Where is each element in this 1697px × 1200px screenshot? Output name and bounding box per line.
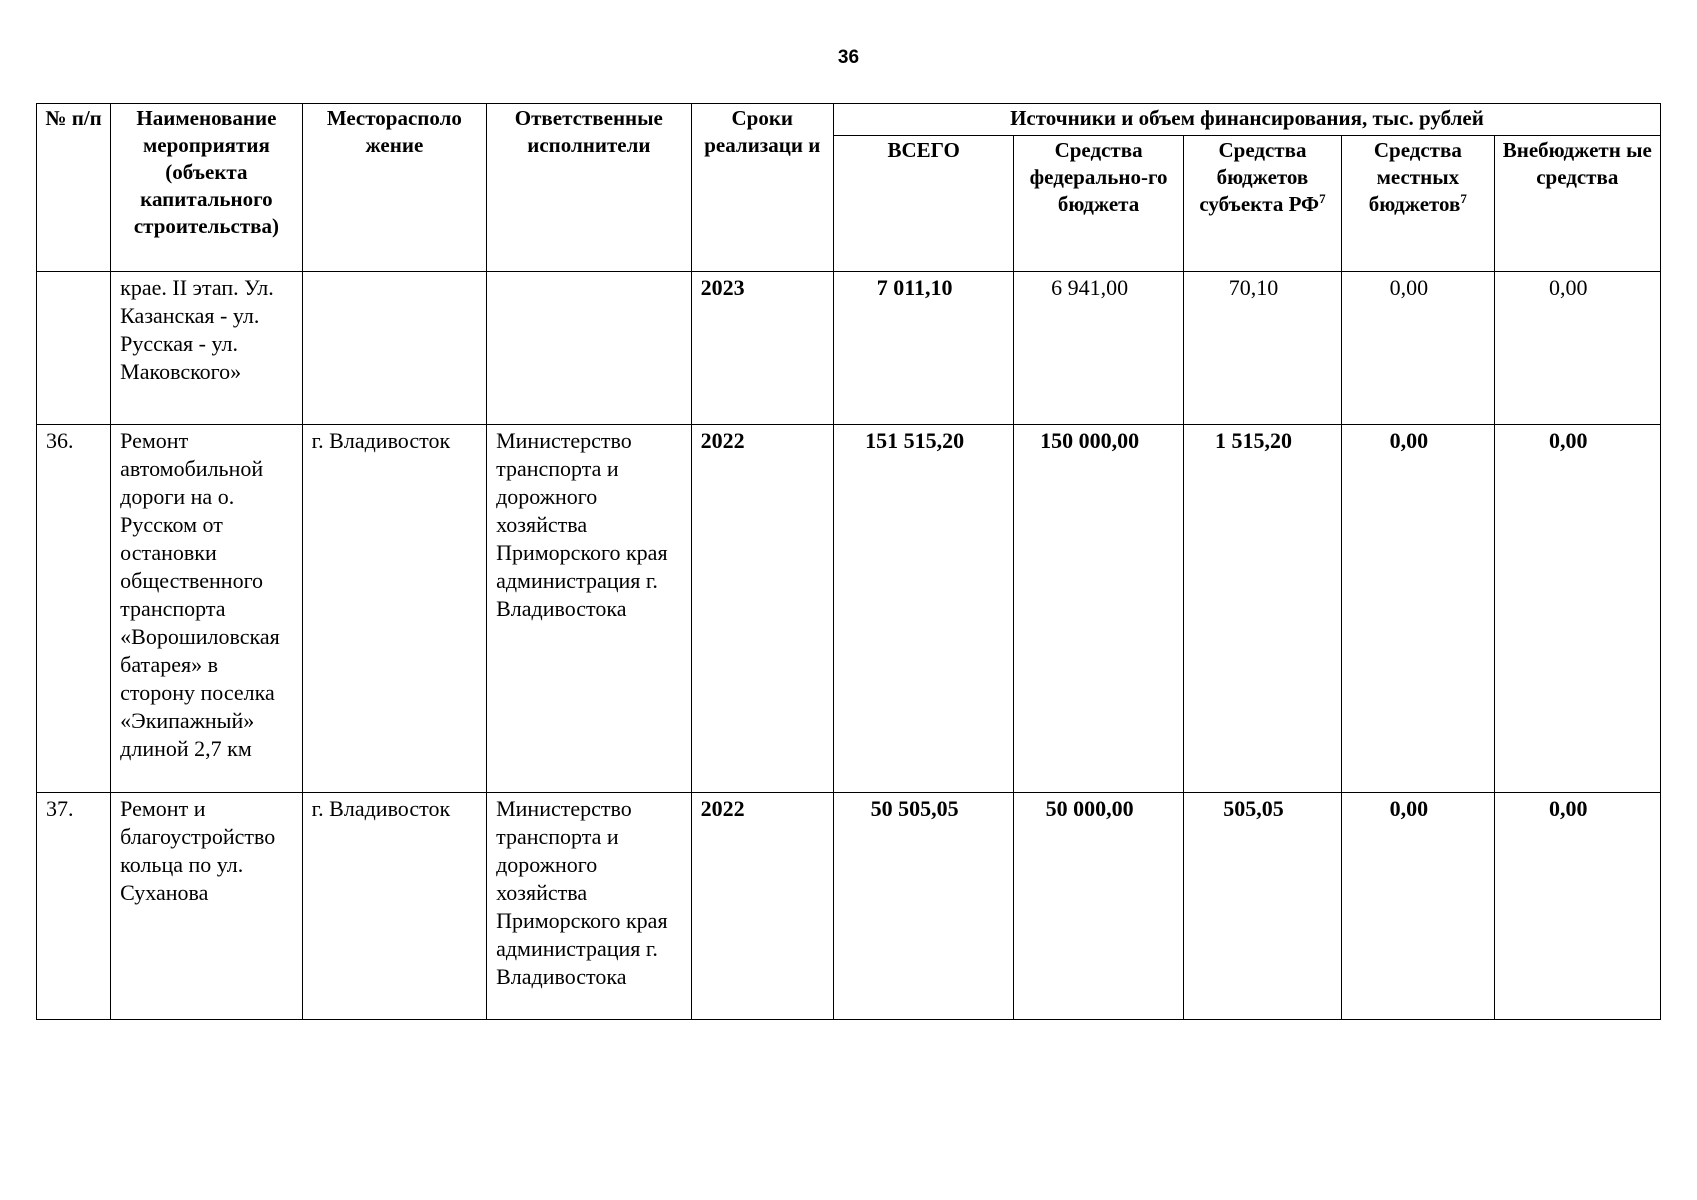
cell-location: [302, 272, 486, 425]
cell-local: 0,00: [1342, 425, 1494, 793]
cell-total: 151 515,20: [833, 425, 1013, 793]
cell-regional: 1 515,20: [1183, 425, 1341, 793]
cell-num: 37.: [37, 793, 111, 1020]
cell-federal: 6 941,00: [1014, 272, 1183, 425]
cell-extrabudget: 0,00: [1494, 272, 1660, 425]
header-total: ВСЕГО: [833, 136, 1013, 272]
header-regional-label: Средства бюджетов субъекта РФ: [1199, 138, 1320, 216]
cell-name: Ремонт и благоустройство кольца по ул. Суханова: [111, 793, 302, 1020]
page-number: 36: [837, 47, 860, 68]
header-regional-footnote: 7: [1319, 191, 1326, 206]
cell-total: 50 505,05: [833, 793, 1013, 1020]
cell-name: Ремонт автомобильной дороги на о. Русском от остановки общественного транспорта «Ворошиловская батарея» в сторону поселка «Экипажный» длиной 2,7 км: [111, 425, 302, 793]
cell-extrabudget: 0,00: [1494, 425, 1660, 793]
header-num: № п/п: [37, 104, 111, 272]
header-local: [1342, 136, 1494, 272]
cell-regional: 505,05: [1183, 793, 1341, 1020]
cell-location: г. Владивосток: [302, 793, 486, 1020]
cell-num: [37, 272, 111, 425]
cell-total: 7 011,10: [833, 272, 1013, 425]
cell-executors: Министерство транспорта и дорожного хозяйства Приморского края администрация г. Владивостока: [487, 793, 692, 1020]
table-header: [37, 104, 1661, 272]
table-row: [37, 425, 1661, 793]
table-row: [37, 272, 1661, 425]
header-regional: [1183, 136, 1341, 272]
cell-num: 36.: [37, 425, 111, 793]
cell-local: 0,00: [1342, 793, 1494, 1020]
header-name: Наименование мероприятия (объекта капитального строительства): [111, 104, 302, 272]
cell-federal: 50 000,00: [1014, 793, 1183, 1020]
cell-extrabudget: 0,00: [1494, 793, 1660, 1020]
cell-year: 2023: [691, 272, 833, 425]
cell-executors: Министерство транспорта и дорожного хозяйства Приморского края администрация г. Владивостока: [487, 425, 692, 793]
cell-name: крае. II этап. Ул. Казанская - ул. Русская - ул. Маковского»: [111, 272, 302, 425]
cell-federal: 150 000,00: [1014, 425, 1183, 793]
cell-executors: [487, 272, 692, 425]
header-executors: Ответственные исполнители: [487, 104, 692, 272]
header-terms: Сроки реализаци и: [691, 104, 833, 272]
header-extrabudget: Внебюджетн ые средства: [1494, 136, 1660, 272]
header-federal: Средства федерально-го бюджета: [1014, 136, 1183, 272]
cell-regional: 70,10: [1183, 272, 1341, 425]
cell-year: 2022: [691, 793, 833, 1020]
header-local-footnote: 7: [1460, 191, 1467, 206]
cell-local: 0,00: [1342, 272, 1494, 425]
cell-year: 2022: [691, 425, 833, 793]
header-location: Месторасполо жение: [302, 104, 486, 272]
funding-table: [36, 103, 1661, 1020]
header-funding-group: Источники и объем финансирования, тыс. рублей: [833, 104, 1660, 136]
header-local-label: Средства местных бюджетов: [1368, 138, 1462, 216]
table-row: [37, 793, 1661, 1020]
cell-location: г. Владивосток: [302, 425, 486, 793]
